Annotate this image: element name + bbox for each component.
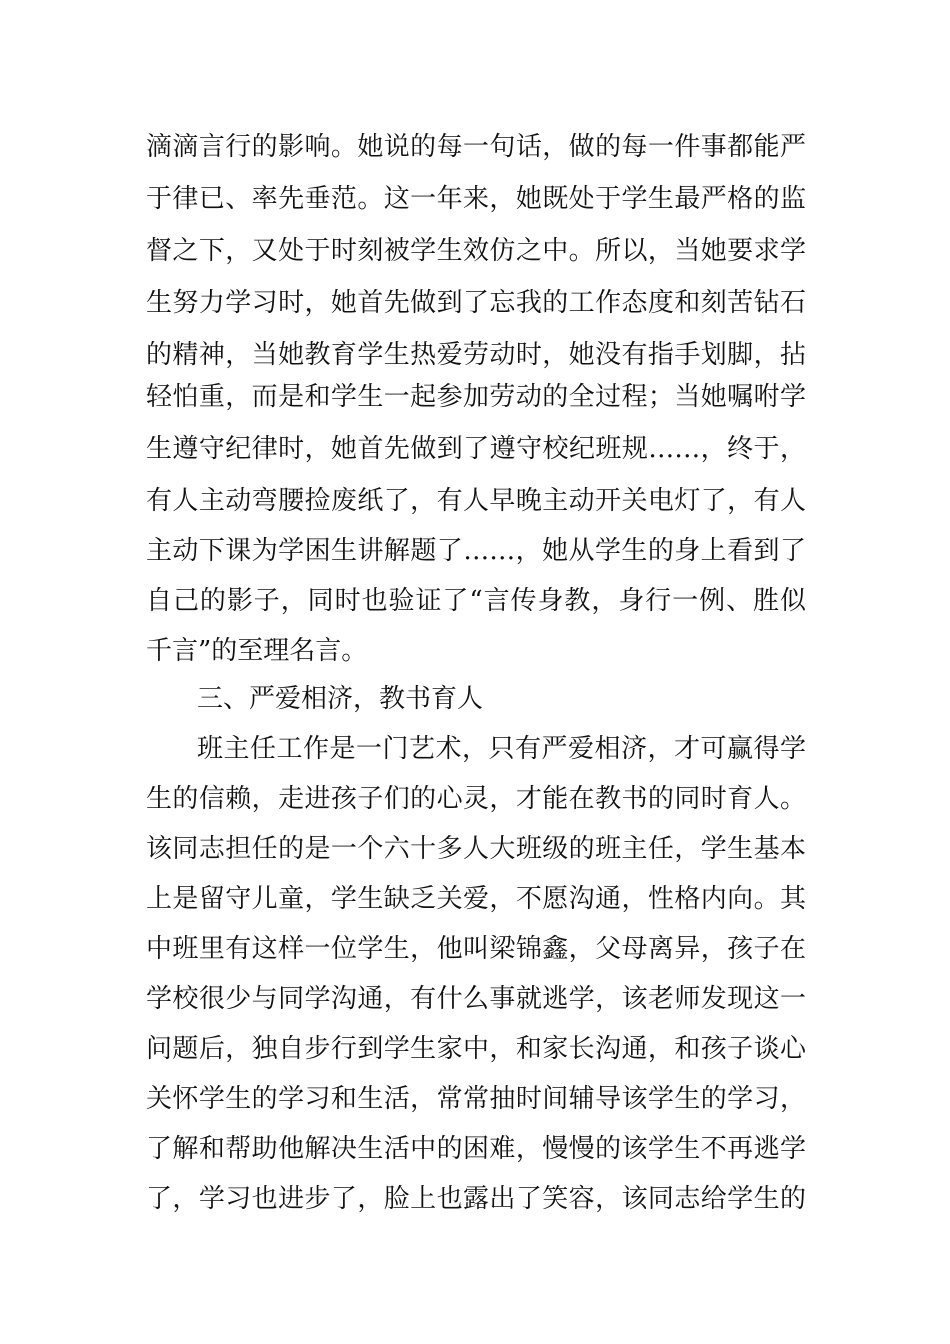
text-line: 有人主动弯腰捡废纸了，有人早晚主动开关电灯了，有人 bbox=[146, 486, 806, 516]
text-line: 学校很少与同学沟通，有什么事就逃学，该老师发现这一 bbox=[146, 984, 806, 1014]
text-line: 的精神，当她教育学生热爱劳动时，她没有指手划脚，拈 bbox=[146, 340, 806, 370]
text-line: 班主任工作是一门艺术，只有严爱相济，才可赢得学 bbox=[197, 734, 806, 764]
text-line: 于律已、率先垂范。这一年来，她既处于学生最严格的监 bbox=[146, 184, 806, 214]
text-line: 问题后，独自步行到学生家中，和家长沟通，和孩子谈心 bbox=[146, 1034, 806, 1064]
section-heading: 三、严爱相济，教书育人 bbox=[197, 684, 484, 714]
text-line: 生努力学习时，她首先做到了忘我的工作态度和刻苦钻石 bbox=[146, 288, 806, 318]
text-line: 滴滴言行的影响。她说的每一句话，做的每一件事都能严 bbox=[146, 132, 806, 162]
text-line: 自己的影子，同时也验证了“言传身教，身行一例、胜似 bbox=[146, 586, 806, 616]
text-line: 督之下，又处于时刻被学生效仿之中。所以，当她要求学 bbox=[146, 236, 806, 266]
text-line: 轻怕重，而是和学生一起参加劳动的全过程；当她嘱咐学 bbox=[146, 382, 806, 412]
text-line: 生遵守纪律时，她首先做到了遵守校纪班规……，终于， bbox=[146, 434, 806, 464]
text-line: 千言”的至理名言。 bbox=[146, 636, 368, 666]
text-line: 主动下课为学困生讲解题了……，她从学生的身上看到了 bbox=[146, 536, 806, 566]
text-line: 了解和帮助他解决生活中的困难，慢慢的该学生不再逃学 bbox=[146, 1134, 806, 1164]
text-line: 上是留守儿童，学生缺乏关爱，不愿沟通，性格内向。其 bbox=[146, 884, 806, 914]
text-line: 生的信赖，走进孩子们的心灵，才能在教书的同时育人。 bbox=[146, 784, 806, 814]
text-line: 中班里有这样一位学生，他叫梁锦鑫，父母离异，孩子在 bbox=[146, 934, 806, 964]
text-line: 关怀学生的学习和生活，常常抽时间辅导该学生的学习， bbox=[146, 1084, 806, 1114]
text-line: 了，学习也进步了，脸上也露出了笑容，该同志给学生的 bbox=[146, 1184, 806, 1214]
text-line: 该同志担任的是一个六十多人大班级的班主任，学生基本 bbox=[146, 834, 806, 864]
